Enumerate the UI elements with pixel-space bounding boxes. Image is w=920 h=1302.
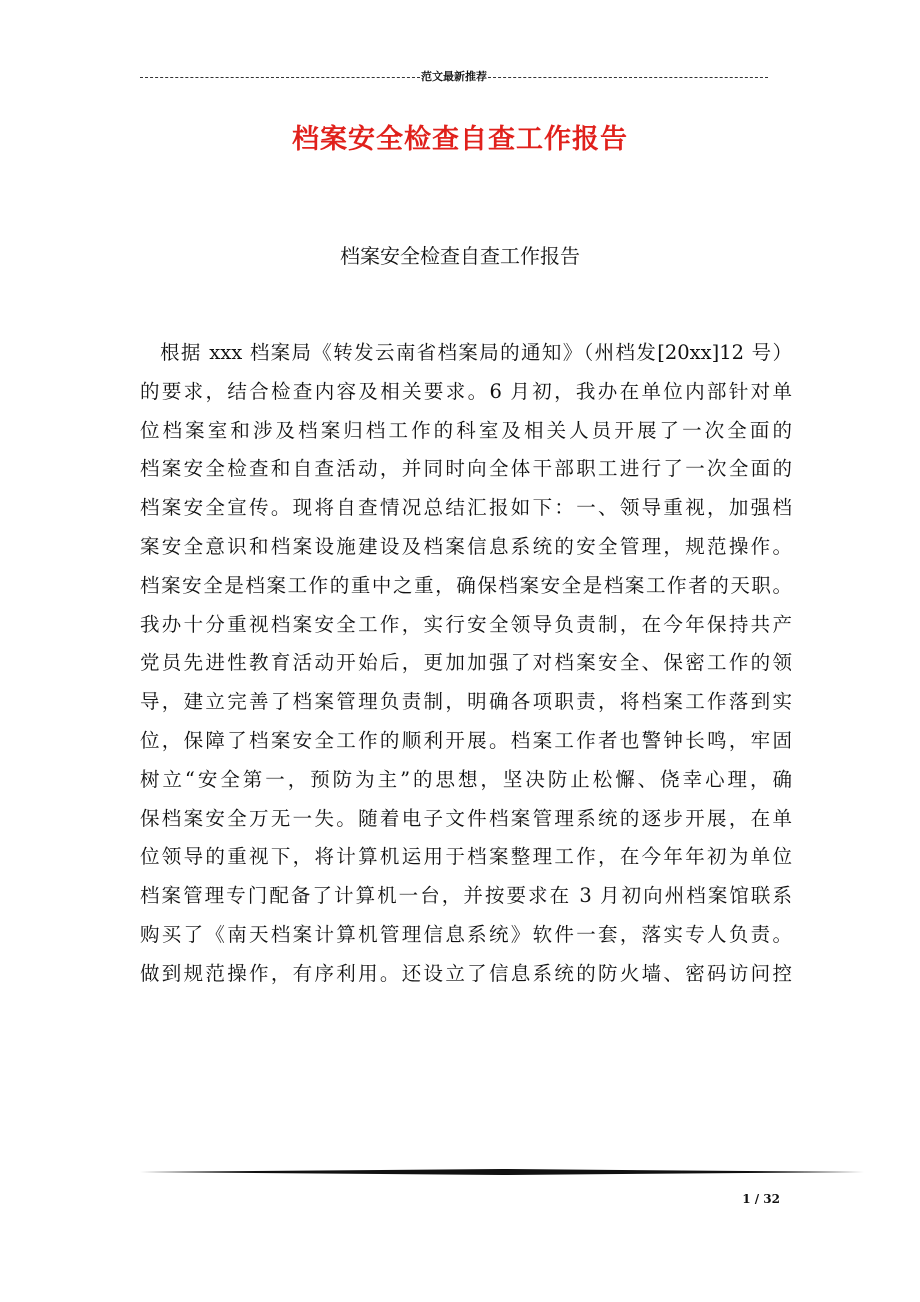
body-line: 位领导的重视下，将计算机运用于档案整理工作，在今年年初为单位 [140, 845, 792, 869]
body-line: 的要求，结合检查内容及相关要求。6 月初，我办在单位内部针对单 [140, 379, 792, 403]
body-line: 档案安全宣传。现将自查情况总结汇报如下：一、领导重视，加强档 [140, 496, 792, 520]
body-line: 位，保障了档案安全工作的顺利开展。档案工作者也警钟长鸣，牢固 [140, 728, 792, 752]
header-banner-label: 范文最新推荐 [421, 70, 487, 83]
body-line: 根据 xxx 档案局《转发云南省档案局的通知》（州档发[20xx]12 号） [160, 341, 792, 364]
footer-rule [140, 1169, 864, 1175]
document-body [140, 334, 792, 994]
header-dash-left [140, 77, 420, 78]
body-line: 保档案安全万无一失。随着电子文件档案管理系统的逐步开展，在单 [140, 806, 792, 830]
body-line: 购买了《南天档案计算机管理信息系统》软件一套，落实专人负责。 [140, 922, 792, 946]
page-number: 1 / 32 [742, 1192, 780, 1206]
body-line: 档案安全是档案工作的重中之重，确保档案安全是档案工作者的天职。 [140, 573, 792, 597]
body-line: 党员先进性教育活动开始后，更加加强了对档案安全、保密工作的领 [140, 651, 792, 675]
document-title: 档案安全检查自查工作报告 [292, 124, 628, 155]
body-line: 树立“安全第一，预防为主”的思想，坚决防止松懈、侥幸心理，确 [140, 767, 792, 791]
body-line: 案安全意识和档案设施建设及档案信息系统的安全管理，规范操作。 [140, 534, 792, 558]
body-line: 档案安全检查和自查活动，并同时向全体干部职工进行了一次全面的 [140, 457, 792, 481]
body-line: 导，建立完善了档案管理负责制，明确各项职责，将档案工作落到实 [140, 690, 792, 714]
header-dash-right [488, 77, 768, 78]
body-line: 我办十分重视档案安全工作，实行安全领导负责制，在今年保持共产 [140, 612, 792, 636]
body-line: 档案管理专门配备了计算机一台，并按要求在 3 月初向州档案馆联系 [140, 884, 792, 908]
document-subtitle: 档案安全检查自查工作报告 [340, 244, 580, 268]
body-line: 做到规范操作，有序利用。还设立了信息系统的防火墙、密码访问控 [140, 961, 792, 985]
body-line: 位档案室和涉及档案归档工作的科室及相关人员开展了一次全面的 [140, 418, 792, 442]
header-banner [140, 68, 768, 86]
